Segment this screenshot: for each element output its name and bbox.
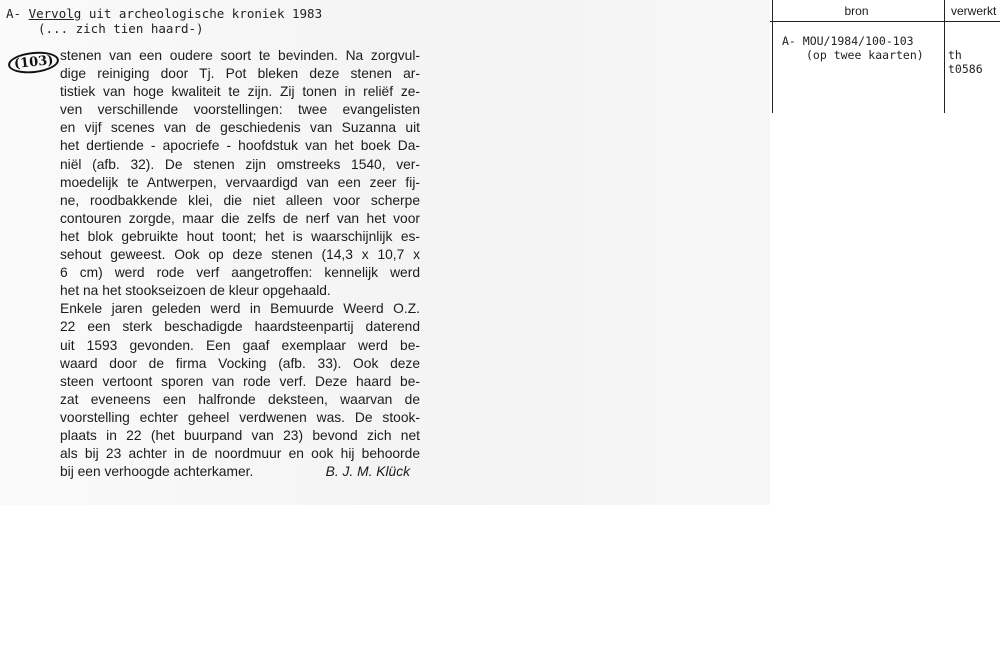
column-header-verwerkt: verwerkt bbox=[951, 4, 997, 18]
article-line: 22 een sterk beschadigde haardsteenpartij daterend bbox=[60, 319, 420, 335]
article-line: uit 1593 gevonden. Een gaaf exemplaar werd be- bbox=[60, 337, 420, 353]
article-line: steen vertoont sporen van rode verf. Deze haard be- bbox=[60, 373, 420, 389]
article-line: 6 cm) werd rode verf aangetroffen: kennelijk werd bbox=[60, 265, 420, 281]
header-subtitle: (... zich tien haard-) bbox=[38, 21, 204, 36]
article-line: Enkele jaren geleden werd in Bemuurde Weerd O.Z. bbox=[60, 301, 420, 317]
index-card bbox=[770, 0, 1000, 113]
article-line: het blok gebruikte hout toont; het is waarschijnlijk es- bbox=[60, 228, 420, 244]
article-line: en vijf scenes van de geschiedenis van Suzanna uit bbox=[60, 120, 420, 136]
header-title bbox=[6, 6, 322, 21]
page-marker: (103) bbox=[7, 49, 60, 75]
article-line: stenen van een oudere soort te bevinden. Na zorgvul- bbox=[60, 48, 420, 63]
article-line: ven verschillende voorstellingen: twee evangelisten bbox=[60, 102, 420, 118]
column-divider bbox=[944, 0, 945, 113]
article-line: niël (afb. 32). De stenen zijn omstreeks 1540, ver- bbox=[60, 156, 420, 172]
article-line: voorstelling echter geheel verdwenen was. De stook- bbox=[60, 409, 420, 425]
header-prefix: A- bbox=[6, 6, 22, 21]
bron-reference: A- MOU/1984/100-103 bbox=[782, 34, 914, 48]
header-divider bbox=[770, 21, 1000, 22]
article-line: het na het stookseizoen de kleur opgehaald. bbox=[60, 283, 331, 299]
article-line: zat eveneens een halfronde deksteen, waarvan de bbox=[60, 391, 420, 407]
article-line: contouren zorgde, maar die zelfs de nerf van het voor bbox=[60, 210, 420, 226]
bron-note: (op twee kaarten) bbox=[806, 48, 924, 62]
article-final-row bbox=[60, 463, 420, 481]
column-header-bron: bron bbox=[844, 4, 869, 18]
article-line: sehout geweest. Ook op deze stenen (14,3 x 10,7 x bbox=[60, 247, 420, 263]
left-border bbox=[772, 0, 773, 113]
article-line: ne, roodbakkende klei, die niet alleen voor scherpe bbox=[60, 192, 420, 208]
article-line: waard door de firma Vocking (afb. 33). Ook deze bbox=[60, 355, 420, 371]
article-line: het dertiende - apocriefe - hoofdstuk van het boek Da- bbox=[60, 138, 420, 154]
header-title-rest: uit archeologische kroniek 1983 bbox=[88, 6, 323, 21]
article-final-line: bij een verhoogde achterkamer. bbox=[60, 464, 254, 480]
article-line: dige reiniging door Tj. Pot bleken deze stenen ar- bbox=[60, 66, 420, 82]
author-signature: B. J. M. Klück bbox=[325, 464, 410, 480]
article-line: tistiek van hoge kwaliteit te zijn. Zij tonen in reliëf ze- bbox=[60, 84, 420, 100]
article-line: moedelijk te Antwerpen, vervaardigd van een zeer fij- bbox=[60, 174, 420, 190]
document-header bbox=[6, 6, 322, 36]
header-underlined-word: Vervolg bbox=[28, 6, 82, 21]
article-line: als bij 23 achter in de noordmuur en ook hij behoorde bbox=[60, 446, 420, 462]
verwerkt-entry: th t0586 bbox=[948, 48, 983, 76]
article-text bbox=[60, 47, 420, 481]
bron-entry bbox=[782, 34, 924, 62]
article-line: plaats in 22 (het buurpand van 23) bevond zich net bbox=[60, 427, 420, 443]
